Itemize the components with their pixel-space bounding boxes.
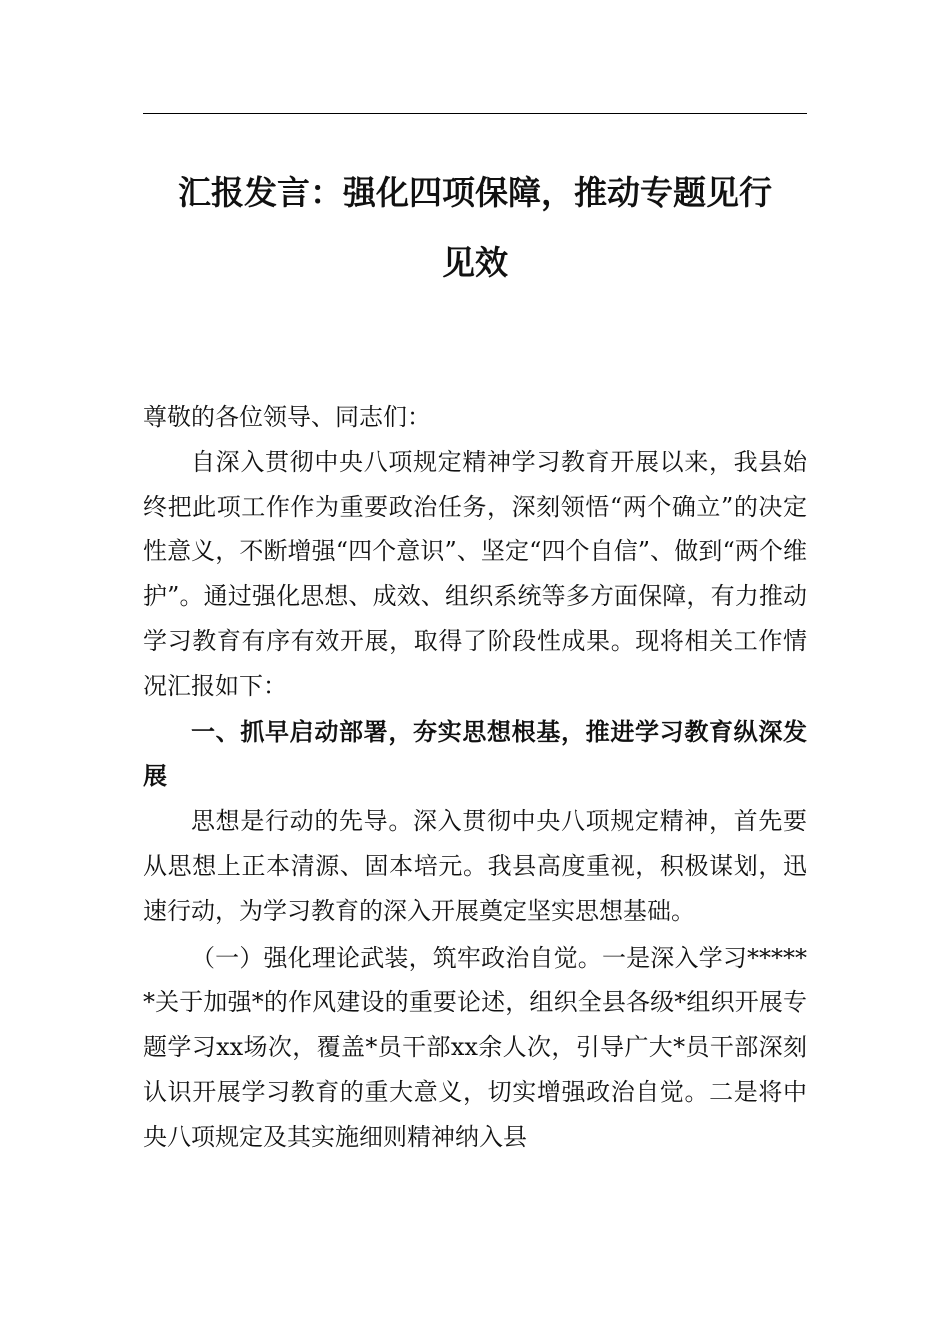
document-title [143, 165, 807, 291]
body-paragraph: 思想是行动的先导。深入贯彻中央八项规定精神，首先要从思想上正本清源、固本培元。我县高度重视，积极谋划，迅速行动，为学习教育的深入开展奠定坚实思想基础。 [143, 807, 807, 925]
document-body [143, 395, 807, 1160]
intro-paragraph: 自深入贯彻中央八项规定精神学习教育开展以来，我县始终把此项工作作为重要政治任务，深刻领悟“两个确立”的决定性意义，不断增强“四个意识”、坚定“四个自信”、做到“两个维护”。通过强化思想、成效、组织系统等多方面保障，有力推动学习教育有序有效开展，取得了阶段性成果。现将相关工作情况汇报如下： [143, 447, 807, 700]
section-heading-1: 一、抓早启动部署，夯实思想根基，推进学习教育纵深发展 [143, 717, 807, 791]
body-paragraph: （一）强化理论武装，筑牢政治自觉。一是深入学习******关于加强*的作风建设的重要论述，组织全县各级*组织开展专题学习xx场次，覆盖*员干部xx余人次，引导广大*员干部深刻认识开展学习教育的重大意义，切实增强政治自觉。二是将中央八项规定及其实施细则精神纳入县 [143, 943, 807, 1151]
title-line-2: 见效 [442, 243, 508, 282]
header-rule [143, 113, 807, 114]
title-line-1: 汇报发言：强化四项保障，推动专题见行 [178, 173, 772, 212]
salutation: 尊敬的各位领导、同志们： [143, 403, 431, 431]
